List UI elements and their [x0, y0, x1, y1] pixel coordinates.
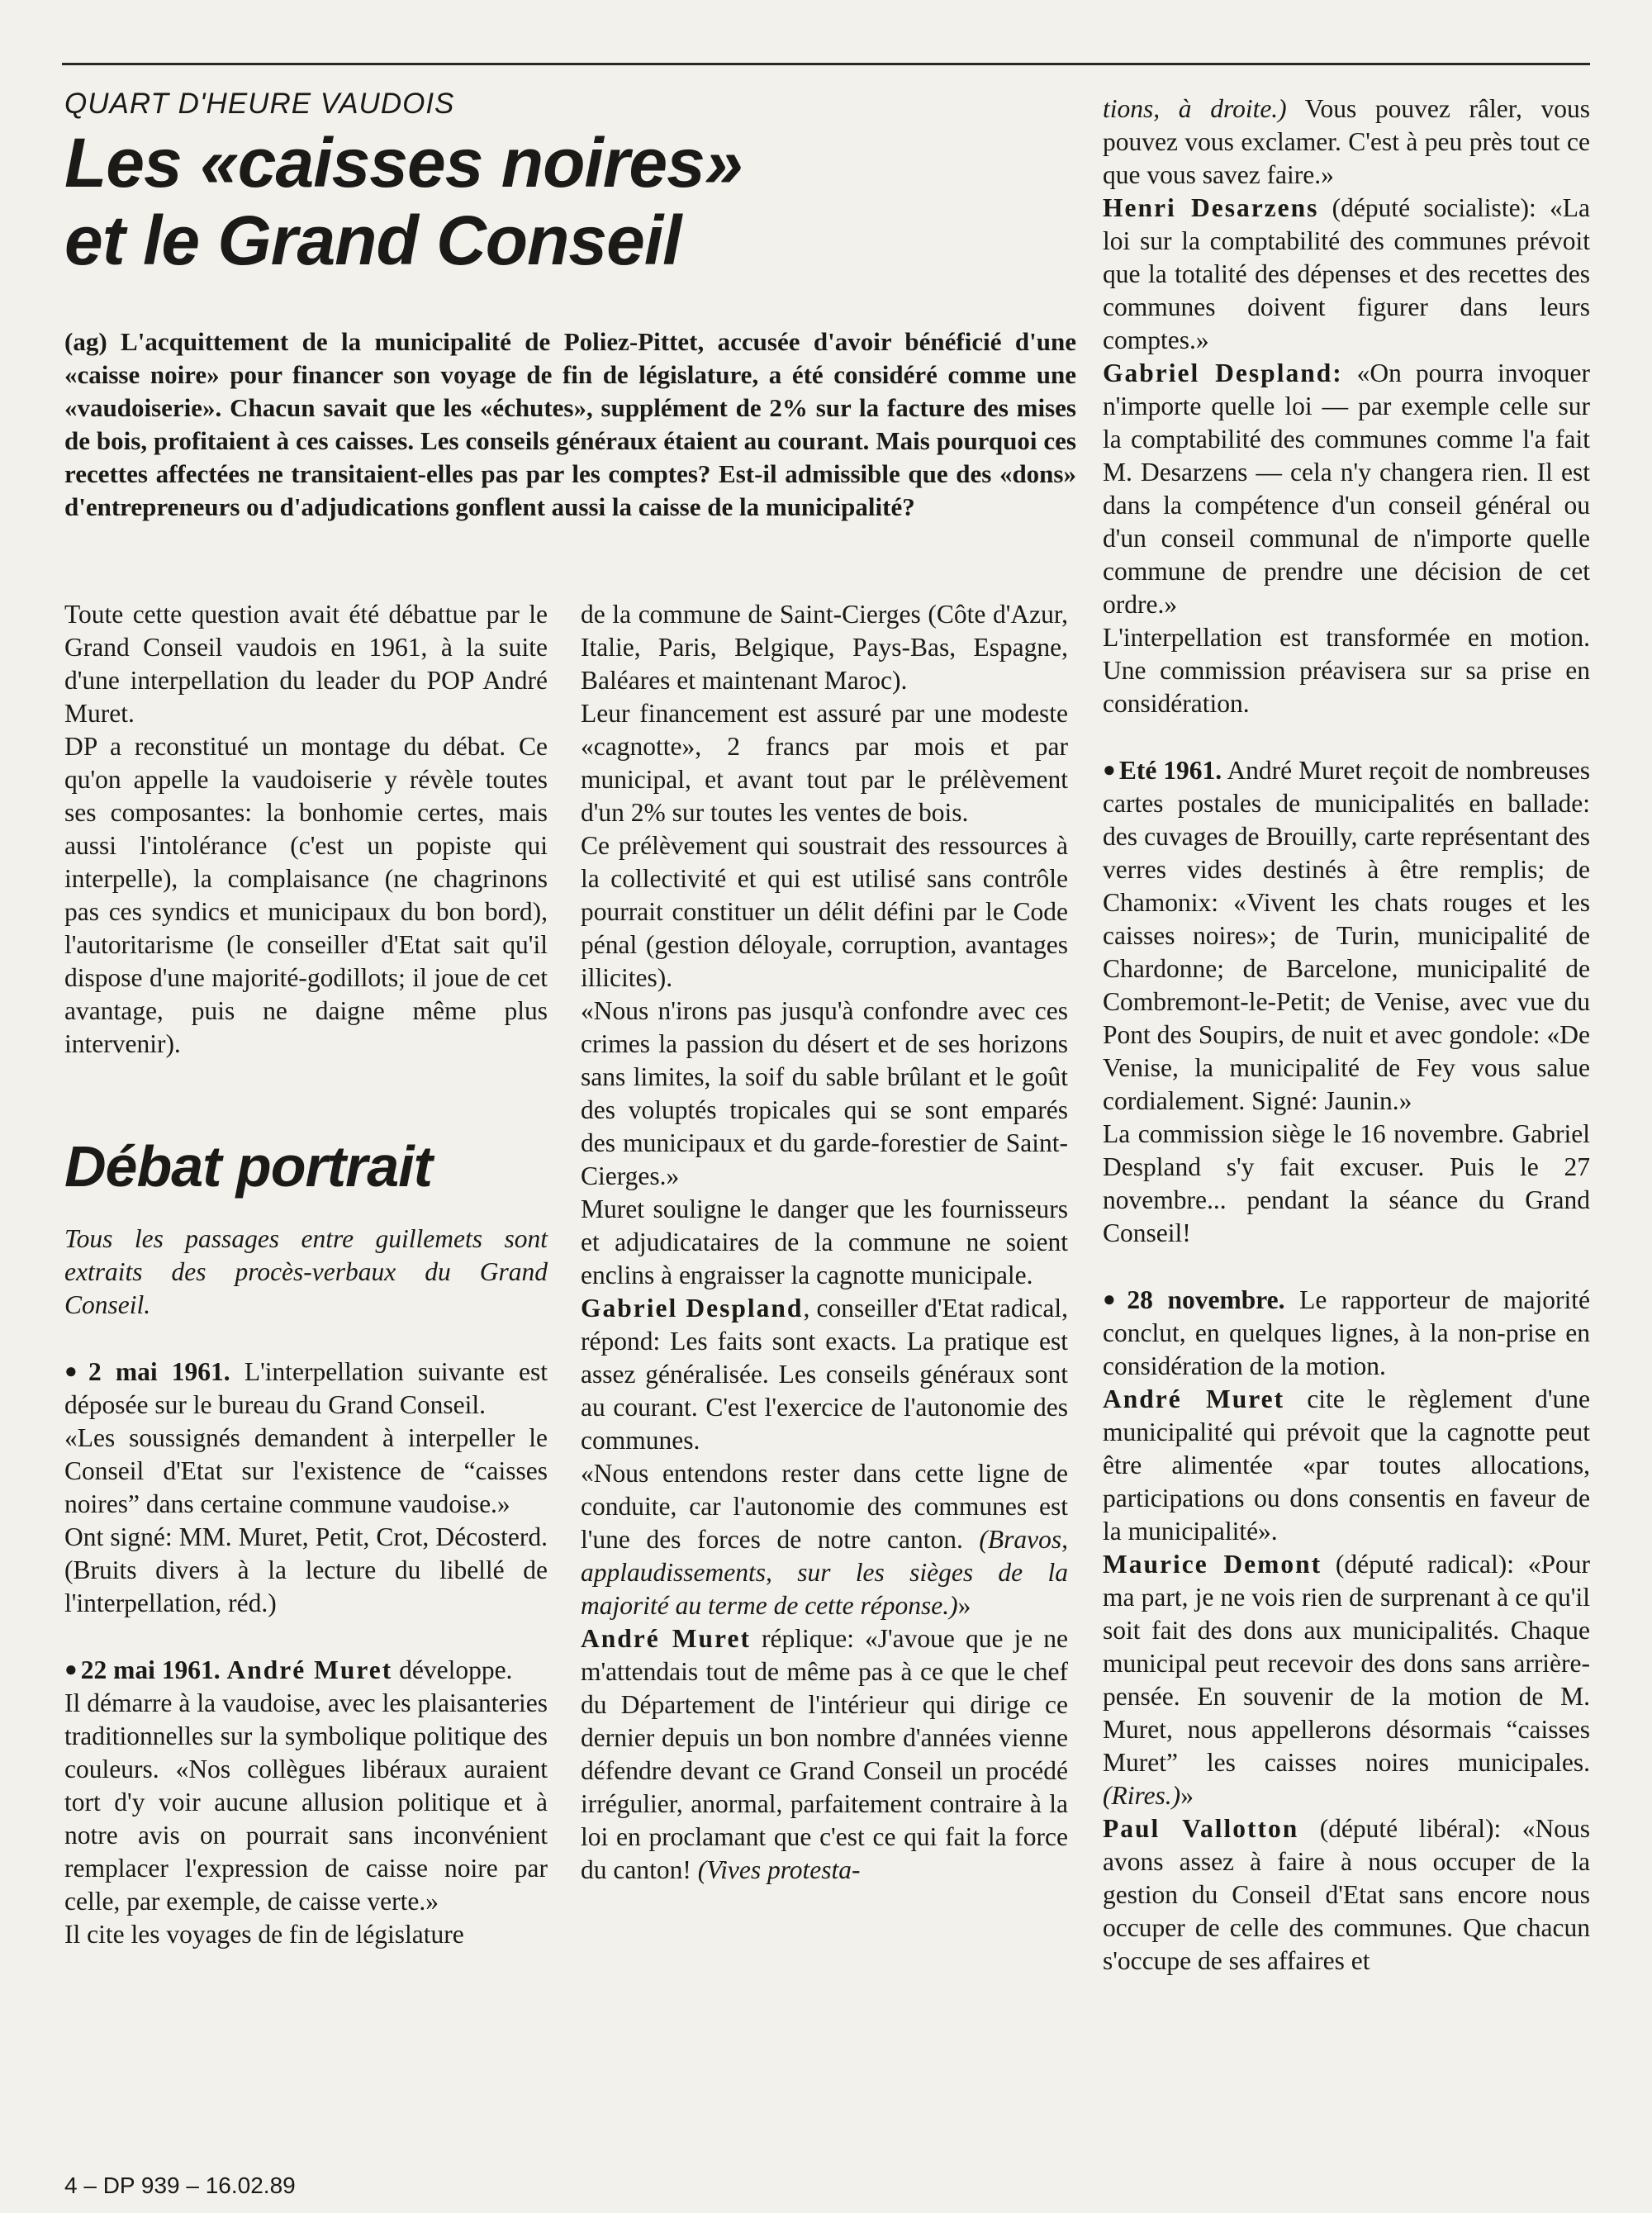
- entry-ete-1961: ● Eté 1961. André Muret reçoit de nombreuses cartes postales de municipalités en ballade: des cuvages de Brouilly, carte représentant des verres vides destinés à être remplis; de Chamonix: «Vivent les chats rouges et les caisses noires»; de Turin, municipalité de Chardonne; de Barcelone, municipalité de Combremont-le-Petit; de Venise, avec vue du Pont des Soupirs, de nuit et avec gondole: «De Venise, la municipalité de Fey vous salue cordialement. Signé: Jaunin.»: [1103, 756, 1591, 1115]
- page-footer: 4 – DP 939 – 16.02.89: [64, 2173, 296, 2198]
- headline-line-1: Les «caisses noires»: [64, 124, 743, 202]
- speaker-name: André Muret: [581, 1624, 751, 1653]
- paragraph: Leur financement est assuré par une modeste «cagnotte», 2 francs par mois et par municipal, et avant tout par le prélèvement d'un 2% sur toutes les ventes de bois.: [581, 699, 1068, 827]
- subheading: Débat portrait: [64, 1134, 432, 1199]
- speaker-paragraph: Henri Desarzens (député socialiste): «La loi sur la comptabilité des communes prévoit que la totalité des dépenses et des recettes des communes doivent figurer dans leurs comptes.»: [1103, 193, 1590, 354]
- column-2: [581, 598, 1068, 1887]
- speaker-name: Gabriel Despland: [581, 1294, 804, 1323]
- header-rule: [62, 63, 1590, 65]
- paragraph: Il cite les voyages de fin de législature: [64, 1920, 464, 1949]
- bullet-icon: ●: [64, 1359, 85, 1383]
- speaker-paragraph: Paul Vallotton (député libéral): «Nous avons assez à faire à nous occuper de la gestion du Conseil d'Etat sans encore nous occuper de celle des communes. Que chacun s'occupe de ses affaires et: [1103, 1814, 1590, 1975]
- paragraph: DP a reconstitué un montage du débat. Ce qu'on appelle la vaudoiserie y révèle toutes ses composantes: la bonhomie certes, mais aussi l'intolérance (c'est un popiste qui interpelle), la complaisance (ne chagrinons pas ces syndics et municipaux du bon bord), l'autoritarisme (le conseiller d'Etat sait qu'il dispose d'une majorité-godillots; il joue de cet avantage, puis ne daigne même plus intervenir).: [64, 732, 548, 1058]
- bullet-icon: ●: [64, 1657, 78, 1681]
- section-kicker: QUART D'HEURE VAUDOIS: [64, 88, 455, 120]
- headline-line-2: et le Grand Conseil: [64, 202, 681, 279]
- column-1: [64, 598, 548, 1951]
- intro-note: Tous les passages entre guillemets sont extraits des procès-verbaux du Grand Conseil.: [64, 1224, 548, 1319]
- paragraph: Il démarre à la vaudoise, avec les plaisanteries traditionnelles sur la symbolique politique des couleurs. «Nos collègues libéraux auraient tort d'y voir aucune allusion politique et à notre avis on pourrait sans inconvénient remplacer l'expression de caisse noire par celle, par exemple, de caisse verte.»: [64, 1688, 548, 1916]
- paragraph: «Nous entendons rester dans cette ligne de conduite, car l'autonomie des communes est l'une des forces de notre canton. (Bravos, applaudissements, sur les sièges de la majorité au terme de cette réponse.)»: [581, 1459, 1068, 1620]
- speaker-name: André Muret: [1103, 1384, 1285, 1413]
- paragraph: tions, à droite.) Vous pouvez râler, vous pouvez vous exclamer. C'est à peu près tout ce que vous savez faire.»: [1103, 94, 1591, 189]
- paragraph: «Les soussignés demandent à interpeller le Conseil d'Etat sur l'existence de “caisses noires” dans certaine commune vaudoise.»: [64, 1423, 548, 1518]
- speaker-name: André Muret: [226, 1655, 393, 1684]
- speaker-paragraph: André Muret cite le règlement d'une municipalité qui prévoit que la cagnotte peut être alimentée «par toutes allocations, participations ou dons consentis en faveur de la municipalité».: [1103, 1384, 1591, 1546]
- bullet-icon: ●: [1103, 1287, 1124, 1311]
- paragraph: L'interpellation est transformée en motion. Une commission préavisera sur sa prise en considération.: [1103, 623, 1590, 718]
- paragraph: Ont signé: MM. Muret, Petit, Crot, Décosterd. (Bruits divers à la lecture du libellé de l'interpellation, réd.): [64, 1522, 548, 1617]
- bullet-icon: ●: [1103, 757, 1116, 781]
- speaker-name: Maurice Demont: [1103, 1550, 1322, 1579]
- paragraph: Ce prélèvement qui soustrait des ressources à la collectivité et qui est utilisé sans contrôle pourrait constituer un délit défini par le Code pénal (gestion déloyale, corruption, avantages illicites).: [581, 831, 1068, 992]
- paragraph: Muret souligne le danger que les fournisseurs et adjudicataires de la commune ne soient enclins à engraisser la cagnotte municipale.: [581, 1194, 1068, 1289]
- speaker-paragraph: Maurice Demont (député radical): «Pour ma part, je ne vois rien de surprenant à ce qu'il soit fait des dons aux municipalités. Chaque municipal peut recevoir des dons sans arrière-pensée. En souvenir de la motion de M. Muret, nous appellerons désormais “caisses Muret” les caisses noires municipales. (Rires.)»: [1103, 1550, 1590, 1810]
- speaker-paragraph: Gabriel Despland: «On pourra invoquer n'importe quelle loi — par exemple celle sur la comptabilité des communes comme l'a fait M. Desarzens — cela n'y changera rien. Il est dans la compétence d'un conseil général ou d'un conseil communal de n'importe quelle commune de prendre une décision de cet ordre.»: [1103, 359, 1590, 619]
- entry-date: Eté 1961.: [1118, 756, 1222, 785]
- paragraph: Toute cette question avait été débattue par le Grand Conseil vaudois en 1961, à la suite d'une interpellation du leader du POP André Muret.: [64, 600, 548, 728]
- entry-date: 28 novembre.: [1127, 1285, 1285, 1314]
- headline: [64, 124, 1056, 279]
- entry-date: 22 mai 1961.: [80, 1655, 221, 1684]
- speaker-paragraph: Gabriel Despland, conseiller d'Etat radical, répond: Les faits sont exacts. La pratique est assez généralisée. Les conseils généraux sont au courant. C'est l'exercice de l'autonomie des communes.: [581, 1294, 1068, 1455]
- lede-paragraph: (ag) L'acquittement de la municipalité de Poliez-Pittet, accusée d'avoir bénéficié d'une «caisse noire» pour financer son voyage de fin de législature, a été considéré comme une «vaudoiserie». Chacun savait que les «échutes», supplément de 2% sur la facture des mises de bois, profitaient à ces caisses. Les conseils généraux étaient au courant. Mais pourquoi ces recettes affectées ne transitaient-elles pas par les comptes? Est-il admissible que des «dons» d'entrepreneurs ou d'adjudications gonflent aussi la caisse de la municipalité?: [64, 327, 1076, 521]
- entry-date: 2 mai 1961.: [88, 1357, 230, 1386]
- paragraph: de la commune de Saint-Cierges (Côte d'Azur, Italie, Paris, Belgique, Pays-Bas, Espagne, Baléares et maintenant Maroc).: [581, 600, 1068, 695]
- speaker-paragraph: André Muret réplique: «J'avoue que je ne m'attendais tout de même pas à ce que le chef du Département de l'intérieur qui dirige ce dernier depuis un bon nombre d'années vienne défendre devant ce Grand Conseil un procédé irrégulier, anormal, parfaitement contraire à la loi en proclamant que c'est ce qui fait la force du canton! (Vives protesta-: [581, 1624, 1068, 1884]
- speaker-name: Henri Desarzens: [1103, 193, 1319, 222]
- paragraph: La commission siège le 16 novembre. Gabriel Despland s'y fait excuser. Puis le 27 novembre... pendant la séance du Grand Conseil!: [1103, 1119, 1590, 1247]
- entry-22-mai: ● 22 mai 1961. André Muret développe.: [64, 1655, 513, 1684]
- speaker-name: Paul Vallotton: [1103, 1814, 1299, 1843]
- column-3: [1103, 93, 1590, 1978]
- entry-28-novembre: ● 28 novembre. Le rapporteur de majorité conclut, en quelques lignes, à la non-prise en considération de la motion.: [1103, 1285, 1590, 1380]
- entry-2-mai: ● 2 mai 1961. L'interpellation suivante est déposée sur le bureau du Grand Conseil.: [64, 1357, 548, 1419]
- paragraph: «Nous n'irons pas jusqu'à confondre avec ces crimes la passion du désert et de ses horizons sans limites, la soif du sable brûlant et le goût des voluptés tropicales qui se sont emparés des municipaux et du garde-forestier de Saint-Cierges.»: [581, 996, 1068, 1190]
- speaker-name: Gabriel Despland:: [1103, 359, 1343, 387]
